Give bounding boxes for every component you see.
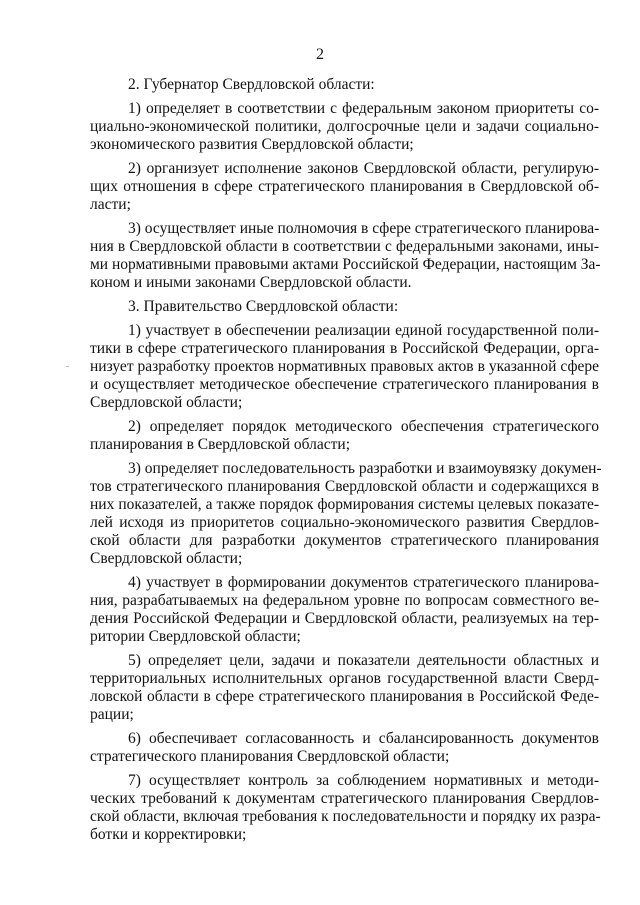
paragraph-line: 3. Правительство Свердловской области: (128, 298, 399, 315)
paragraph-line: 1) определяет в соответствии с федеральным законом приоритеты со- (128, 100, 599, 117)
paragraph-line: 3) осуществляет иные полномочия в сфере стратегического планирова- (128, 220, 600, 237)
paragraph-line: ласти; (90, 196, 131, 213)
paragraph (90, 220, 599, 292)
document-body (90, 76, 602, 850)
paragraph-line: Свердловской области; (90, 394, 243, 411)
paragraph (90, 322, 599, 412)
paragraph-line: 1) участвует в обеспечении реализации единой государственной поли- (128, 322, 599, 339)
paragraph (90, 298, 599, 316)
paragraph-line: 6) обеспечивает согласованность и сбалансированность документов (128, 730, 599, 747)
paragraph-line: ловской области в сфере стратегического планирования в Российской Феде- (90, 688, 599, 705)
paragraph-line: ритории Свердловской области; (90, 628, 301, 645)
paragraph-line: тов стратегического планирования Свердловской области и содержащихся в (90, 478, 599, 495)
paragraph-line: 7) осуществляет контроль за соблюдением нормативных и методи- (128, 772, 599, 789)
paragraph-line: Свердловской области; (90, 550, 243, 567)
paragraph (90, 574, 599, 646)
paragraph (90, 652, 599, 724)
paragraph-line: 2. Губернатор Свердловской области: (128, 76, 375, 93)
paragraph-line: 3) определяет последовательность разработки и взаимоувязку докумен- (128, 460, 602, 477)
paragraph (90, 418, 599, 454)
paragraph (90, 160, 599, 214)
paragraph-line: 5) определяет цели, задачи и показатели деятельности областных и (128, 652, 599, 669)
paragraph-line: ской области для разработки документов стратегического планирования (90, 532, 599, 549)
paragraph-line: ботки и корректировки; (90, 826, 247, 843)
paragraph-line: стратегического планирования Свердловской области; (90, 748, 450, 765)
paragraph-line: ской области, включая требования к последовательности и порядку их разра- (90, 808, 601, 825)
paragraph-line: ния, разрабатываемых на федеральном уровне по вопросам совместного ве- (90, 592, 599, 609)
paragraph-line: и осуществляет методическое обеспечение стратегического планирования в (90, 376, 599, 393)
paragraph-line: лей исходя из приоритетов социально-экономического развития Свердлов- (90, 514, 599, 531)
paragraph-line: дения Российской Федерации и Свердловской области, реализуемых на тер- (90, 610, 599, 627)
paragraph-line: 2) определяет порядок методического обеспечения стратегического (128, 418, 599, 435)
paragraph-line: 2) организует исполнение законов Свердловской области, регулирую- (128, 160, 599, 177)
paragraph-line: ми нормативными правовыми актами Российской Федерации, настоящим За- (90, 256, 601, 273)
paragraph (90, 460, 602, 568)
paragraph (90, 730, 599, 766)
paragraph-line: тики в сфере стратегического планирования в Российской Федерации, орга- (90, 340, 599, 357)
scan-artifact-mark (66, 366, 69, 367)
paragraph-line: них показателей, а также порядок формирования системы целевых показате- (90, 496, 599, 513)
paragraph-line: рации; (90, 706, 134, 723)
paragraph (90, 100, 599, 154)
paragraph-line: 4) участвует в формировании документов стратегического планирова- (128, 574, 599, 591)
paragraph-line: низует разработку проектов нормативных правовых актов в указанной сфере (90, 358, 599, 375)
paragraph-line: экономического развития Свердловской области; (90, 136, 414, 153)
paragraph-line: планирования в Свердловской области; (90, 436, 351, 453)
paragraph-line: циально-экономической политики, долгосрочные цели и задачи социально- (90, 118, 599, 135)
paragraph-line: щих отношения в сфере стратегического планирования в Свердловской об- (90, 178, 599, 195)
page-number: 2 (316, 46, 324, 63)
paragraph-line: ния в Свердловской области в соответствии с федеральными законами, ины- (90, 238, 599, 255)
paragraph-line: ческих требований к документам стратегического планирования Свердлов- (90, 790, 599, 807)
paragraph (90, 772, 599, 844)
paragraph-line: коном и иными законами Свердловской области. (90, 274, 412, 291)
paragraph-line: территориальных исполнительных органов государственной власти Сверд- (90, 670, 599, 687)
paragraph (90, 76, 599, 94)
